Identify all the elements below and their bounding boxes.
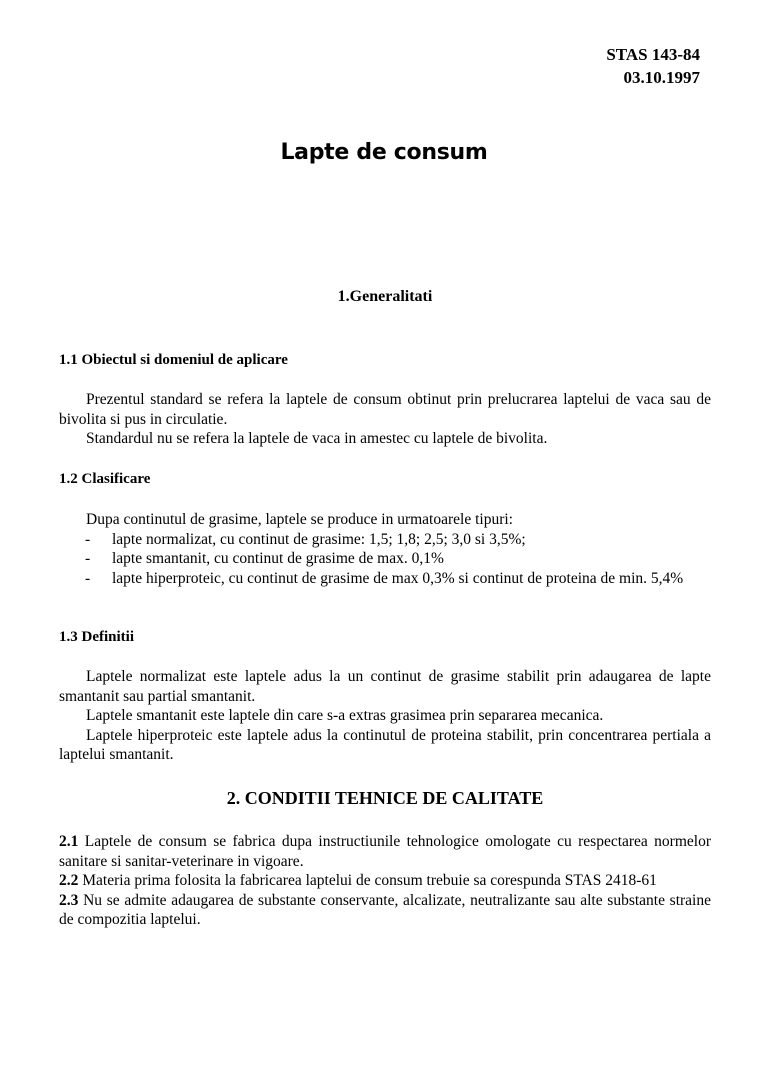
section-2-title: 2. CONDITII TEHNICE DE CALITATE xyxy=(226,788,544,808)
paragraph: Laptele hiperproteic este laptele adus la continutul de proteina stabilit, prin concentrarea pertiala a laptelui smantanit. xyxy=(59,726,711,763)
standard-date: 03.10.1997 xyxy=(623,68,700,87)
requirement-number: 2.3 xyxy=(59,891,79,909)
bullet-dash: - xyxy=(85,530,91,548)
paragraph: Laptele smantanit este laptele din care s-a extras grasimea prin separarea mecanica. xyxy=(86,707,604,724)
requirement-text: Materia prima folosita la fabricarea laptelui de consum trebuie sa corespunda STAS 2418-61 xyxy=(82,872,657,889)
section-1-1-body xyxy=(59,390,711,449)
section-1-2-body xyxy=(59,510,711,588)
classification-list xyxy=(59,530,711,589)
document-title: Lapte de consum xyxy=(280,140,488,165)
requirement-text: Laptele de consum se fabrica dupa instructiunile tehnologice omologate cu respectarea normelor sanitare si sanitar-veterinare in vigoare. xyxy=(59,833,712,870)
document-header xyxy=(606,43,700,89)
paragraph: Laptele normalizat este laptele adus la un continut de grasime stabilit prin adaugarea de lapte smantanit sau partial smantanit. xyxy=(59,668,711,705)
section-1-3-body xyxy=(59,667,711,765)
bullet-dash: - xyxy=(85,569,91,587)
paragraph: Standardul nu se refera la laptele de vaca in amestec cu laptele de bivolita. xyxy=(86,430,548,447)
section-2-body xyxy=(59,832,711,930)
requirement-number: 2.1 xyxy=(59,833,79,850)
list-item-text: lapte hiperproteic, cu continut de grasime de max 0,3% si continut de proteina de min. 5,4% xyxy=(112,569,684,587)
section-1-1-heading: 1.1 Obiectul si domeniul de aplicare xyxy=(59,352,288,368)
requirement-item xyxy=(59,832,711,871)
list-item-text: lapte normalizat, cu continut de grasime: 1,5; 1,8; 2,5; 3,0 si 3,5%; xyxy=(112,530,526,548)
list-item xyxy=(59,530,711,550)
standard-code: STAS 143-84 xyxy=(606,45,700,64)
section-1-2-heading: 1.2 Clasificare xyxy=(59,471,151,487)
list-item xyxy=(59,569,711,589)
section-1-3-heading: 1.3 Definitii xyxy=(59,629,134,645)
list-item xyxy=(59,549,711,569)
paragraph: Prezentul standard se refera la laptele de consum obtinut prin prelucrarea laptelui de vaca sau de bivolita si pus in circulatie. xyxy=(59,391,711,428)
requirement-text: Nu se admite adaugarea de substante conservante, alcalizate, neutralizante sau alte substante straine de compozitia laptelui. xyxy=(59,891,711,928)
bullet-dash: - xyxy=(85,550,91,567)
requirement-item xyxy=(59,891,711,930)
list-item-text: lapte smantanit, cu continut de grasime de max. 0,1% xyxy=(112,550,444,567)
paragraph: Dupa continutul de grasime, laptele se produce in urmatoarele tipuri: xyxy=(86,511,513,528)
requirement-item xyxy=(59,871,711,891)
section-1-title: 1.Generalitati xyxy=(337,288,433,305)
requirement-number: 2.2 xyxy=(59,872,79,889)
